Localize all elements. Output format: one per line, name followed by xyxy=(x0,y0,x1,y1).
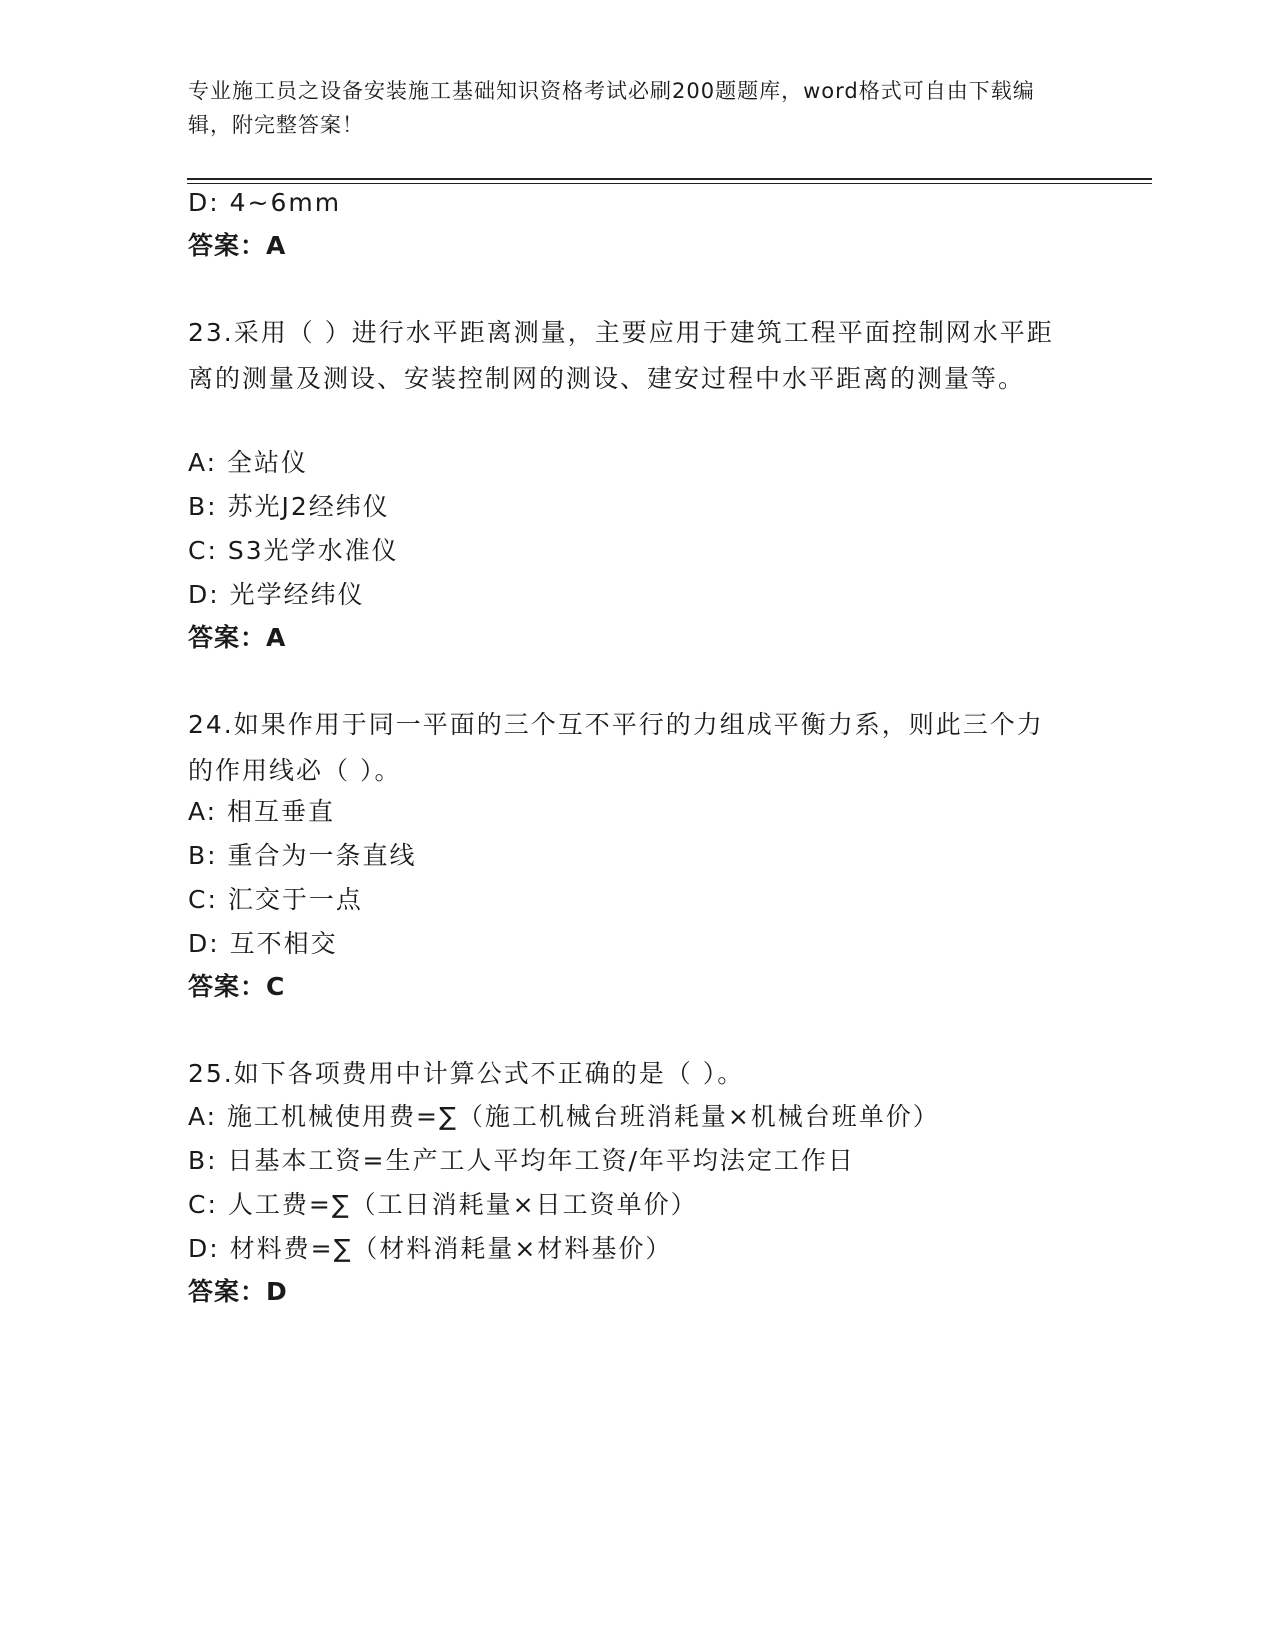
page-header: 专业施工员之设备安装施工基础知识资格考试必刷200题题库，word格式可自由下载编辑，附完整答案！ xyxy=(188,79,1035,137)
question-25-option-a: A: 施工机械使用费=∑（施工机械台班消耗量×机械台班单价） xyxy=(188,1102,940,1131)
question-25-option-b: B: 日基本工资=生产工人平均年工资/年平均法定工作日 xyxy=(188,1146,855,1175)
question-25-option-d: D: 材料费=∑（材料消耗量×材料基价） xyxy=(188,1234,673,1263)
question-25-answer: 答案：D xyxy=(188,1277,288,1306)
question-25-stem: 25.如下各项费用中计算公式不正确的是（ ）。 xyxy=(188,1059,745,1088)
question-23-answer: 答案：A xyxy=(188,623,287,652)
question-24-option-b: B: 重合为一条直线 xyxy=(188,841,417,870)
question-24-option-d: D: 互不相交 xyxy=(188,929,338,958)
question-23-option-b: B: 苏光J2经纬仪 xyxy=(188,492,390,521)
question-24-option-c: C: 汇交于一点 xyxy=(188,885,363,914)
question-24-stem: 24.如果作用于同一平面的三个互不平行的力组成平衡力系，则此三个力的作用线必（ ）。 xyxy=(188,710,1044,785)
question-23-option-d: D: 光学经纬仪 xyxy=(188,580,365,609)
question-25-option-c: C: 人工费=∑（工日消耗量×日工资单价） xyxy=(188,1190,698,1219)
prev-answer: 答案：A xyxy=(188,231,287,260)
prev-option-d: D: 4~6mm xyxy=(188,188,342,217)
question-24-answer: 答案：C xyxy=(188,972,286,1001)
question-23-option-c: C: S3光学水准仪 xyxy=(188,536,399,565)
question-23-option-a: A: 全站仪 xyxy=(188,448,309,477)
question-24-option-a: A: 相互垂直 xyxy=(188,797,336,826)
question-23-stem: 23.采用（ ）进行水平距离测量，主要应用于建筑工程平面控制网水平距离的测量及测设、安装控制网的测设、建安过程中水平距离的测量等。 xyxy=(188,318,1054,393)
